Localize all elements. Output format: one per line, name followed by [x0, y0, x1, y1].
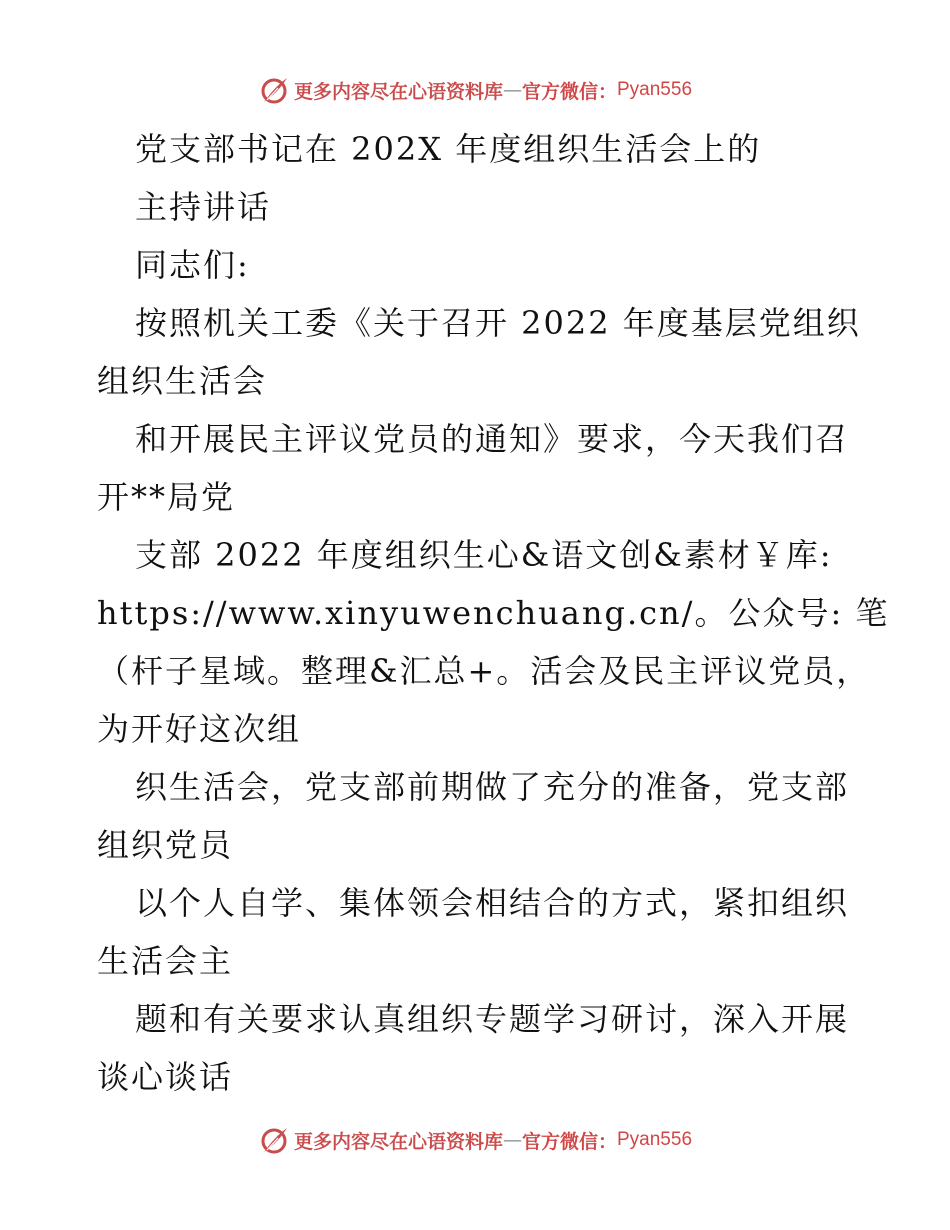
text-line: 为开好这次组: [97, 710, 302, 748]
document-body: [97, 120, 890, 1106]
text-line: 谈心谈话: [97, 1058, 234, 1096]
banner-separator: —: [502, 79, 522, 101]
text-line: 同志们:: [135, 246, 250, 284]
banner-separator: —: [502, 1129, 522, 1151]
text-line: 生活会主: [97, 942, 234, 980]
text-line: 开**局党: [97, 478, 236, 516]
text-line: 和开展民主评议党员的通知》要求，今天我们召: [135, 420, 850, 458]
text-line: 织生活会，党支部前期做了充分的准备，党支部: [135, 768, 850, 806]
quill-circle-icon: [258, 74, 290, 106]
text-line: 按照机关工委《关于召开 2022 年度基层党组织: [135, 304, 861, 342]
banner-wechat-label: 官方微信：: [521, 1130, 617, 1153]
banner-wechat-label: 官方微信：: [521, 80, 617, 103]
text-line: 党支部书记在 202X 年度组织生活会上的: [135, 130, 762, 168]
banner-slogan: 更多内容尽在心语资料库: [293, 1130, 503, 1153]
text-line: 题和有关要求认真组织专题学习研讨，深入开展: [135, 1000, 850, 1038]
text-line: 支部 2022 年度组织生心&语文创&素材￥库:: [135, 536, 833, 574]
banner-wechat-id: Pyan556: [617, 79, 693, 100]
banner-slogan: 更多内容尽在心语资料库: [293, 80, 503, 103]
footer-banner: [0, 1120, 950, 1160]
text-line: 以个人自学、集体领会相结合的方式，紧扣组织: [135, 884, 850, 922]
quill-circle-icon: [258, 1124, 290, 1156]
text-line: （杆子星域。整理&汇总+。活会及民主评议党员，: [97, 652, 871, 690]
header-banner: [0, 70, 950, 110]
banner-wechat-id: Pyan556: [617, 1129, 693, 1150]
text-line: 组织生活会: [97, 362, 268, 400]
text-line: 组织党员: [97, 826, 234, 864]
text-line: 主持讲话: [135, 188, 272, 226]
text-line: https://www.xinyuwenchuang.cn/。公众号: 笔: [97, 594, 890, 632]
